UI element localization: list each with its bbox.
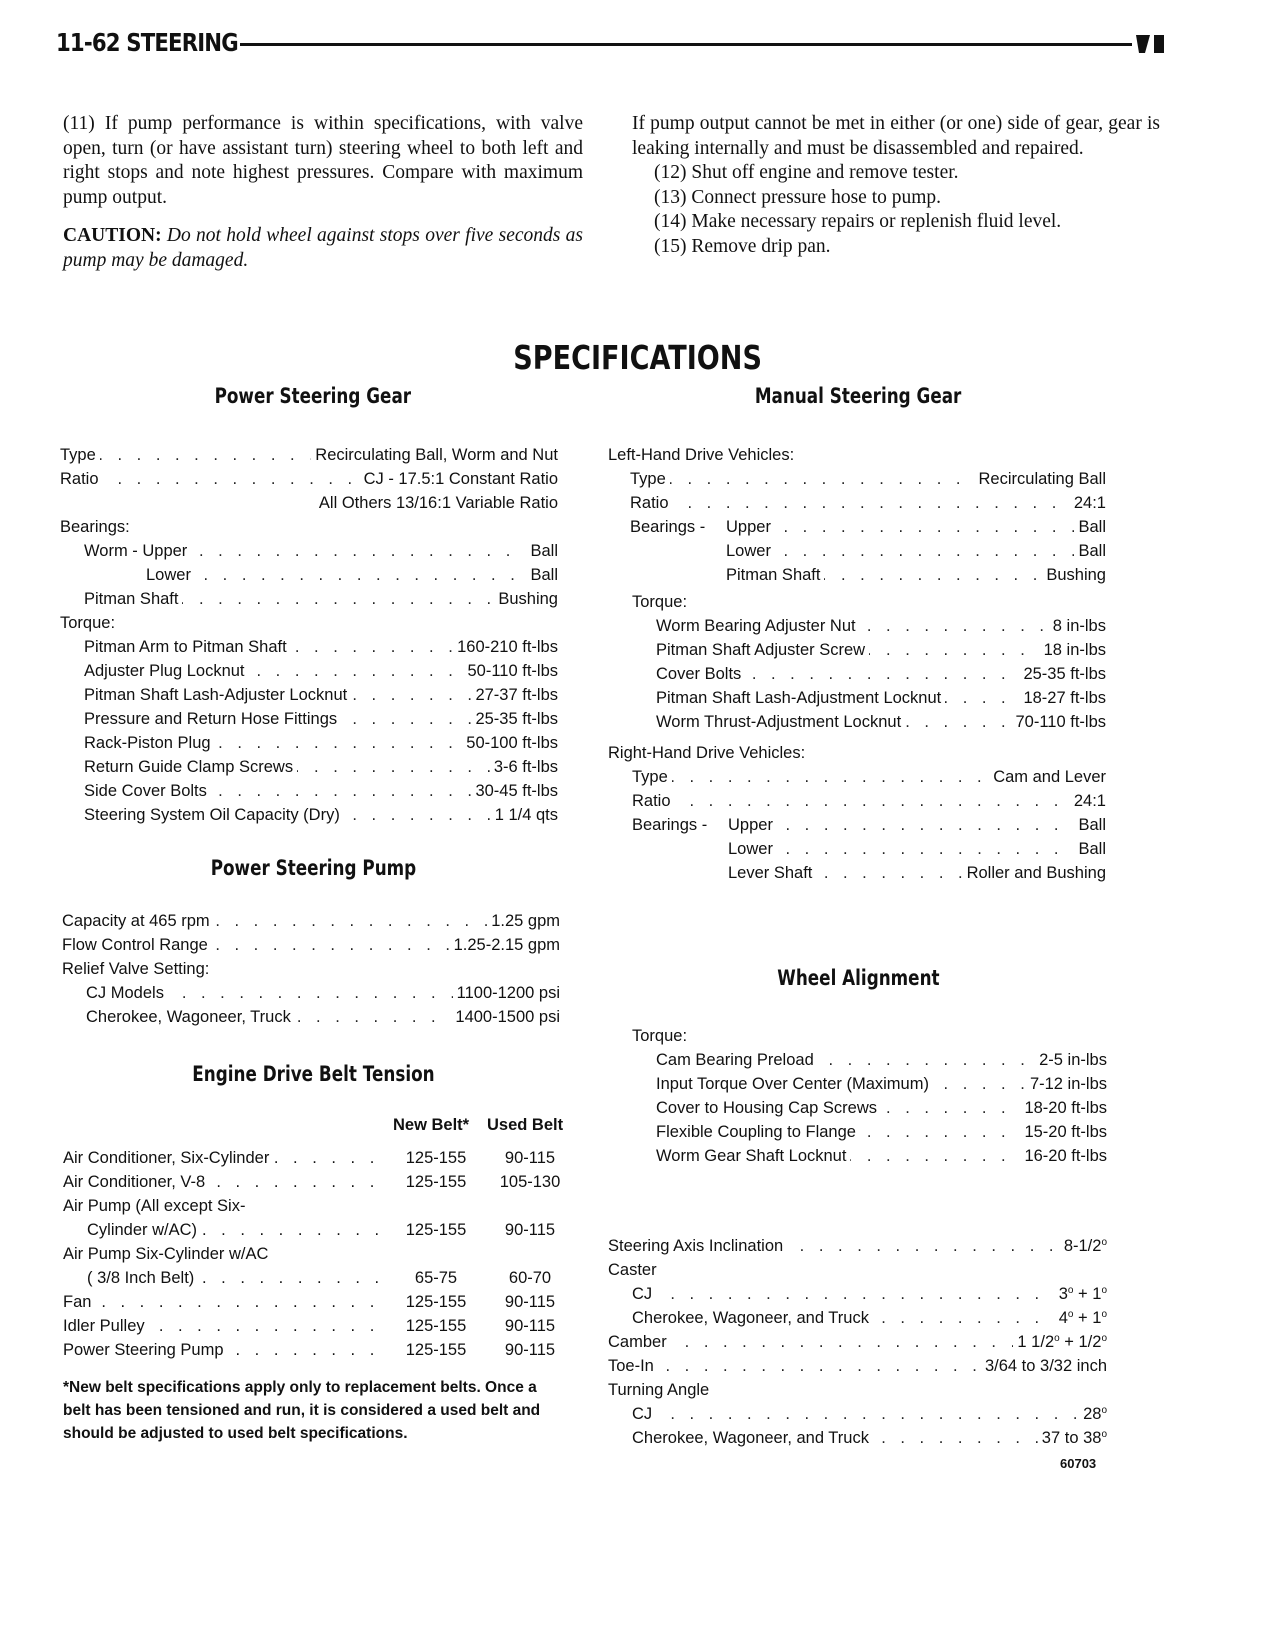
belt-tension-heading: Engine Drive Belt Tension — [191, 1062, 435, 1086]
step-item: (13) Connect pressure hose to pump. — [654, 186, 942, 208]
wheel-alignment-heading: Wheel Alignment — [776, 966, 940, 990]
spec-row: . . . Flow Control Range 1.25-2.15 gpm — [62, 933, 560, 957]
spec-row: . . . Lever Shaft Roller and Bushing — [608, 861, 1106, 885]
spec-row: Torque: — [608, 1024, 1107, 1048]
spec-row: . . . Type Recirculating Ball, Worm and Nut — [60, 443, 558, 467]
power-steering-pump-heading: Power Steering Pump — [210, 856, 416, 880]
belt-table-header — [63, 1116, 565, 1140]
spec-row: . . . Pitman Shaft Lash-Adjustment Locknut 18-27 ft-lbs — [608, 686, 1106, 710]
belt-footnote: *New belt specifications apply only to replacement belts. Once a belt has been tensioned and run, it is considered a used belt and should be adjusted to used belt specifications. — [63, 1379, 541, 1442]
page-header — [56, 28, 1166, 62]
intro-right-column — [632, 112, 1160, 259]
manual-steering-gear-heading: Manual Steering Gear — [754, 384, 962, 408]
spec-row: . . . Worm Bearing Adjuster Nut 8 in-lbs — [608, 614, 1106, 638]
spec-row: Torque: — [608, 590, 1106, 614]
spec-row: . . . Adjuster Plug Locknut 50-110 ft-lbs — [60, 659, 558, 683]
spec-row: Turning Angle — [608, 1378, 1107, 1402]
spec-row: . . . Pitman Shaft Lash-Adjuster Locknut 27-37 ft-lbs — [60, 683, 558, 707]
spec-row: Torque: — [60, 611, 558, 635]
used-belt-column-header: Used Belt — [487, 1116, 564, 1134]
spec-row: . . . Ratio 24:1 — [608, 789, 1106, 813]
belt-row: . . . Idler Pulley 125-155 90-115 — [63, 1314, 565, 1338]
spec-row: . . . Type Recirculating Ball — [608, 467, 1106, 491]
spec-row: . . . Rack-Piston Plug 50-100 ft-lbs — [60, 731, 558, 755]
spec-row: . . . Ratio 24:1 — [608, 491, 1106, 515]
belt-row: . . . Air Conditioner, V-8 125-155 105-130 — [63, 1170, 565, 1194]
specifications-title: SPECIFICATIONS — [513, 338, 762, 377]
spec-row: All Others 13/16:1 Variable Ratio — [318, 494, 558, 512]
belt-row: Air Pump Six-Cylinder w/AC — [63, 1242, 565, 1266]
spec-row: . . . Ratio CJ - 17.5:1 Constant Ratio — [60, 467, 558, 491]
spec-row: . . . Capacity at 465 rpm 1.25 gpm — [62, 909, 560, 933]
spec-row: Right-Hand Drive Vehicles: — [608, 741, 1106, 765]
spec-row: Bearings: — [60, 515, 558, 539]
steps-list — [632, 161, 1160, 259]
spec-row: . . . Camber 1 $1/2^o + 1/2^o$ — [608, 1330, 1107, 1354]
spec-row: . . . Cover Bolts 25-35 ft-lbs — [608, 662, 1106, 686]
spec-row: . . . Bearings - Upper Ball — [608, 813, 1106, 837]
caution-note — [63, 224, 583, 273]
spec-row: . . . Cam Bearing Preload 2-5 in-lbs — [608, 1048, 1107, 1072]
step-item: (15) Remove drip pan. — [654, 235, 831, 257]
belt-row: . . . Power Steering Pump 125-155 90-115 — [63, 1338, 565, 1362]
spec-row: . . . Pitman Arm to Pitman Shaft 160-210 ft-lbs — [60, 635, 558, 659]
spec-row: . . . Worm - Upper Ball — [60, 539, 558, 563]
spec-row: . . . Worm Gear Shaft Locknut 16-20 ft-lbs — [608, 1144, 1107, 1168]
spec-row: . . . CJ 28$^o$ — [608, 1402, 1107, 1426]
power-steering-pump-specs — [62, 909, 560, 1029]
spec-row: . . . Side Cover Bolts 30-45 ft-lbs — [60, 779, 558, 803]
spec-row: . . . Steering System Oil Capacity (Dry) 1 1/4 qts — [60, 803, 558, 827]
belt-tension-table — [63, 1116, 565, 1362]
spec-row: . . . Lower Ball — [608, 837, 1106, 861]
belt-row: . . . Fan 125-155 90-115 — [63, 1290, 565, 1314]
spec-row: . . . Worm Thrust-Adjustment Locknut 70-110 ft-lbs — [608, 710, 1106, 734]
spec-row: . . . Type Cam and Lever — [608, 765, 1106, 789]
power-steering-gear-specs — [60, 443, 558, 827]
spec-row: . . . CJ Models 1100-1200 psi — [62, 981, 560, 1005]
spec-row: Caster — [608, 1258, 1107, 1282]
spec-row: . . . CJ $3^o + 1^o$ — [608, 1282, 1107, 1306]
spec-row: . . . Lower Ball — [60, 563, 558, 587]
spec-row: . . . Pitman Shaft Bushing — [60, 587, 558, 611]
caution-label: CAUTION: — [63, 225, 162, 246]
belt-row: . . . Cylinder w/AC) 125-155 90-115 — [63, 1218, 565, 1242]
spec-row: . . . Return Guide Clamp Screws 3-6 ft-lbs — [60, 755, 558, 779]
caution-text: Do not hold wheel against stops over five seconds as pump may be damaged. — [63, 225, 583, 271]
spec-row: . . . Pitman Shaft Adjuster Screw 18 in-lbs — [608, 638, 1106, 662]
header-rule — [240, 43, 1132, 46]
power-steering-gear-heading: Power Steering Gear — [214, 384, 412, 408]
spec-row: . . . Lower Ball — [608, 539, 1106, 563]
step-11-paragraph: (11) If pump performance is within specifications, with valve open, turn (or have assistant turn) steering wheel to both left and right stops and note highest pressures. Compare with maximum pump output. — [63, 113, 583, 208]
spec-row: . . . Cover to Housing Cap Screws 18-20 ft-lbs — [608, 1096, 1107, 1120]
pump-output-paragraph: If pump output cannot be met in either (or one) side of gear, gear is leaking internally and must be disassembled and repaired. — [632, 113, 1160, 159]
alignment-angles-specs — [608, 1234, 1107, 1450]
spec-row: . . . Bearings - Upper Ball — [608, 515, 1106, 539]
new-belt-column-header: New Belt* — [393, 1116, 470, 1134]
step-item: (12) Shut off engine and remove tester. — [654, 162, 959, 183]
spec-row: . . . Cherokee, Wagoneer, Truck 1400-1500 psi — [62, 1005, 560, 1029]
figure-number: 60703 — [1060, 1456, 1097, 1471]
step-item: (14) Make necessary repairs or replenish fluid level. — [654, 211, 1062, 232]
belt-row: . . . Air Conditioner, Six-Cylinder 125-155 90-115 — [63, 1146, 565, 1170]
belt-row: Air Pump (All except Six- — [63, 1194, 565, 1218]
spec-row: . . . Toe-In 3/64 to 3/32 inch — [608, 1354, 1107, 1378]
spec-row: Relief Valve Setting: — [62, 957, 560, 981]
spec-row: Left-Hand Drive Vehicles: — [608, 443, 1106, 467]
spec-row: . . . Flexible Coupling to Flange 15-20 ft-lbs — [608, 1120, 1107, 1144]
jeep-logo-icon — [1136, 31, 1166, 55]
spec-row: . . . Cherokee, Wagoneer, and Truck $4^o + 1^o$ — [608, 1306, 1107, 1330]
spec-row: . . . Pressure and Return Hose Fittings 25-35 ft-lbs — [60, 707, 558, 731]
spec-row: . . . Steering Axis Inclination 8-1/2$^o$ — [608, 1234, 1107, 1258]
page-title: 11-62 STEERING — [56, 28, 238, 57]
spec-row: . . . Pitman Shaft Bushing — [608, 563, 1106, 587]
wheel-alignment-specs — [608, 1024, 1107, 1168]
intro-left-column — [63, 112, 583, 273]
spec-row: . . . Input Torque Over Center (Maximum) 7-12 in-lbs — [608, 1072, 1107, 1096]
spec-row: . . . Cherokee, Wagoneer, and Truck 37 to 38$^o$ — [608, 1426, 1107, 1450]
manual-steering-gear-specs — [608, 443, 1106, 885]
belt-row: . . . ( 3/8 Inch Belt) 65-75 60-70 — [63, 1266, 565, 1290]
